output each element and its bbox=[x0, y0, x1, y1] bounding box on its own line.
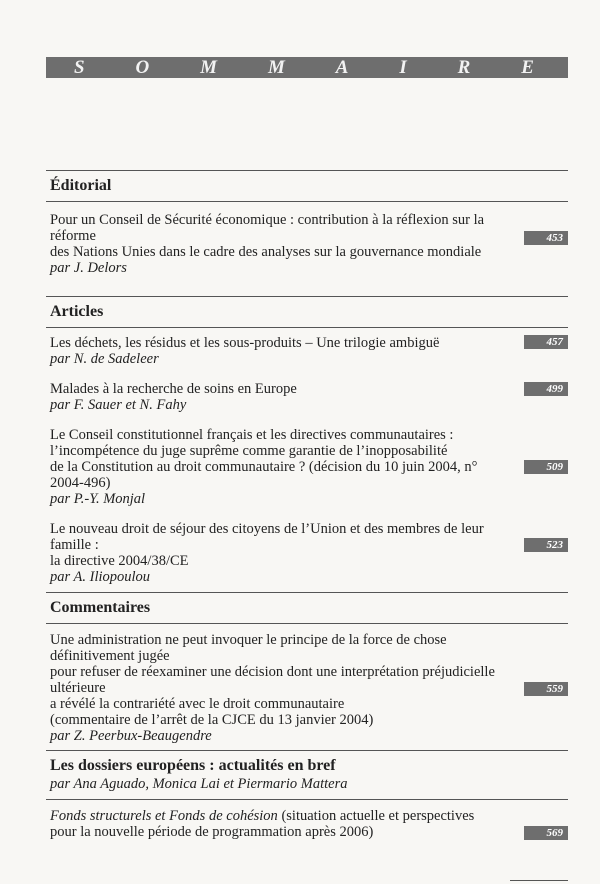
page-number-badge: 499 bbox=[524, 382, 568, 396]
section-commentaires bbox=[46, 592, 568, 744]
entry-title: Les déchets, les résidus et les sous-produits – Une trilogie ambiguë bbox=[50, 335, 440, 351]
sommaire-banner bbox=[46, 57, 568, 78]
page-number-badge: 457 bbox=[524, 335, 568, 349]
entry-title: Pour un Conseil de Sécurité économique : contribution à la réflexion sur la réforme des Nations Unies dans le cadre des analyses sur la gouvernance mondiale bbox=[50, 212, 485, 260]
entry-author: par N. de Sadeleer bbox=[50, 351, 159, 367]
entry-author: par F. Sauer et N. Fahy bbox=[50, 397, 187, 413]
page-number-badge: 509 bbox=[524, 460, 568, 474]
toc-entry[interactable] bbox=[46, 427, 568, 507]
banner-letter: M bbox=[200, 56, 218, 78]
toc-entry[interactable] bbox=[46, 808, 568, 840]
section-dossiers bbox=[46, 750, 568, 840]
section-title: Éditorial bbox=[50, 177, 112, 194]
entry-title: Une administration ne peut invoquer le principe de la force de chose définitivement jugée pour refuser de réexaminer une décision dont une interprétation préjudicielle ultérieure a révélé la contrariété avec le droit communautaire (commentaire de l’arrêt de la CJCE du 13 janvier 2004) bbox=[50, 632, 495, 728]
toc-entry[interactable] bbox=[46, 212, 568, 276]
entry-title: Le Conseil constitutionnel français et les directives communautaires : l’incompétence du juge suprême comme garantie de l’inopposabilité de la Constitution au droit communautaire ? (décision du 10 juin 2004, n° 2004-496) bbox=[50, 427, 478, 491]
entry-title-italic: Fonds structurels et Fonds de cohésion bbox=[50, 808, 278, 824]
section-title: Articles bbox=[50, 303, 104, 320]
page-number-badge: 523 bbox=[524, 538, 568, 552]
page-number-badge: 453 bbox=[524, 231, 568, 245]
entry-title: Malades à la recherche de soins en Europe bbox=[50, 381, 297, 397]
entry-author: par Z. Peerbux-Beaugendre bbox=[50, 728, 212, 744]
banner-letter: A bbox=[335, 56, 349, 78]
section-title bbox=[50, 757, 568, 793]
page-number-badge: 569 bbox=[524, 826, 568, 840]
entry-title bbox=[50, 808, 508, 840]
toc-entry[interactable] bbox=[46, 335, 568, 367]
banner-letter: S bbox=[74, 56, 85, 78]
banner-letter: E bbox=[521, 56, 534, 78]
toc-entry[interactable] bbox=[46, 521, 568, 585]
section-articles bbox=[46, 296, 568, 585]
divider bbox=[510, 880, 568, 881]
banner-letter: R bbox=[457, 56, 471, 78]
toc-entry[interactable] bbox=[46, 632, 568, 744]
entry-title-rest: (situation actuelle et perspectives pour la nouvelle période de programmation après 2006) bbox=[50, 808, 475, 840]
toc-entry[interactable] bbox=[46, 381, 568, 413]
section-subtitle: par Ana Aguado, Monica Lai et Piermario Mattera bbox=[50, 776, 348, 792]
entry-title: Le nouveau droit de séjour des citoyens de l’Union et des membres de leur famille : la directive 2004/38/CE bbox=[50, 521, 484, 569]
banner-letter: O bbox=[135, 56, 150, 78]
section-title-text: Les dossiers européens : actualités en bref bbox=[50, 757, 336, 774]
banner-letter: I bbox=[399, 56, 407, 78]
entry-author: par J. Delors bbox=[50, 260, 127, 276]
entry-author: par P.-Y. Monjal bbox=[50, 491, 146, 507]
banner-letter: M bbox=[267, 56, 285, 78]
section-editorial bbox=[46, 170, 568, 276]
section-title: Commentaires bbox=[50, 599, 151, 616]
page-number-badge: 559 bbox=[524, 682, 568, 696]
entry-author: par A. Iliopoulou bbox=[50, 569, 151, 585]
